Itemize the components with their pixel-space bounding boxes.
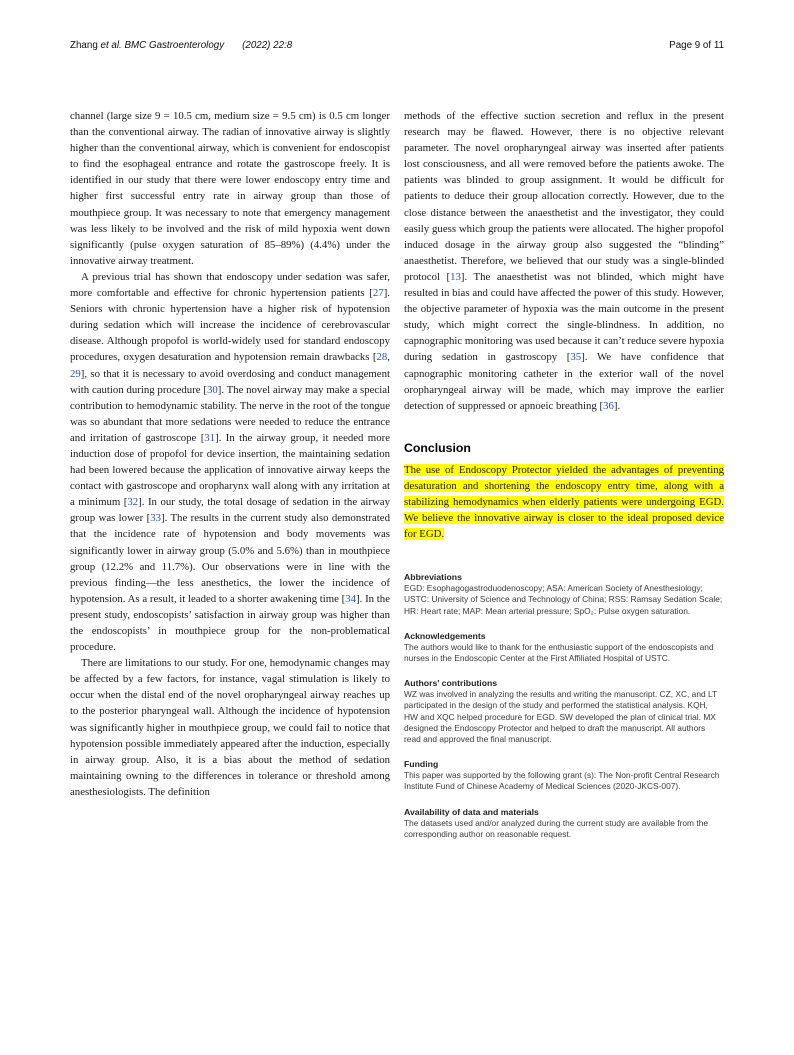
text-segment: ]. In the present study, endoscopists’ satisfaction in airway group was higher than the endoscopists’ in mouthpiece group for the non-problematical procedure.: [70, 592, 390, 654]
section-abbreviations: [404, 572, 724, 617]
section-text: WZ was involved in analyzing the results and writing the manuscript. CZ, XC, and LT participated in the design of the study and performed the statistical analysis. KQH, HW and XQC helped procedure for EGD. SW developed the plan of clinical trial. MX designed the Endoscopy Protector and helped to draft the manuscript. All authors read and approved the final manuscript.: [404, 689, 717, 745]
section-acknowledgements: [404, 631, 724, 664]
paragraph: [404, 108, 724, 414]
running-head-issue: (2022) 22:8: [242, 40, 293, 51]
citation-ref[interactable]: 28: [376, 351, 388, 364]
paragraph: [70, 269, 390, 655]
page-header: [70, 40, 724, 51]
citation-ref[interactable]: 13: [450, 270, 461, 283]
text-segment: methods of the effective suction secretion and reflux in the present research may be flawed. However, there is no objective relevant parameter. The novel oropharyngeal airway was inserted after patients lost consciousness, and all were removed before the patients awoke. The patients was blinded to group assignment. It would be difficult for patients to deduce their group allocation correctly. However, due to the close distance between the anaesthetist and the investigator, they could easily guess which group the patients were allocated. The higher propofol induced dosage in the airway group also suggested the “blinding” anaesthetist. Therefore, we believed that our study was a single-blinded protocol [: [404, 110, 724, 283]
citation-ref[interactable]: 34: [345, 592, 357, 605]
text-segment: ]. The novel airway may make a special contribution to hemodynamic stability. The nerve in the root of the tongue was so abundant that more sedations were needed to reduce the entrance and irritation of gastroscope [: [70, 383, 390, 444]
section-heading: Acknowledgements: [404, 630, 486, 641]
text-segment: ]. The anaesthetist was not blinded, which might have resulted in bias and could have affected the power of this study. However, the objective parameter of hypoxia was the main outcome in the present study, which might correct the single-blindness. In addition, no capnographic monitoring was used because it can’t reduce severe hypoxia during sedation in gastroscopy [: [404, 270, 724, 364]
left-column: [70, 108, 390, 840]
text-segment: A previous trial has shown that endoscopy under sedation was safer, more comfortable and effective for chronic hypertension patients [: [70, 270, 390, 300]
text-segment: ,: [387, 351, 390, 364]
text-segment: ]. The results in the current study also demonstrated that the incidence rate of hypotension and body movements was significantly lower in airway group (5.0% and 5.6%) than in mouthpiece group (12.2% and 11.7%). Our observations were in line with the previous finding—the less anesthetics, the lower the incidence of hypotension. As a result, it leaded to a shorter awakening time [: [70, 512, 390, 605]
text-segment: ], so that it is necessary to avoid overdosing and conduct management with caution during procedure [: [70, 367, 390, 396]
citation-ref[interactable]: 27: [372, 287, 384, 300]
article-body: [70, 108, 724, 840]
section-heading: Abbreviations: [404, 572, 462, 583]
running-head-journal: et al. BMC Gastroenterology: [100, 40, 225, 51]
section-funding: [404, 759, 724, 792]
page-number: Page 9 of 11: [669, 40, 724, 51]
text-segment: ].: [613, 399, 621, 412]
text-segment: The use of Endoscopy Protector yielded the advantages of preventing desaturation and shortening the endoscopy entry time, along with a stabilizing hemodynamics when elderly patients were undergoing EGD. We believe the innovative airway is closer to the ideal proposed device for EGD.: [404, 463, 724, 541]
text-segment: ]. Seniors with chronic hypertension have a higher risk of hypotension during sedation which will increase the incidence of cerebrovascular disease. Although propofol is world-widely used for standard endoscopy procedures, oxygen desaturation and hypotension remain drawbacks [: [70, 287, 390, 364]
citation-ref[interactable]: 29: [70, 367, 81, 380]
running-head-authors: Zhang: [70, 40, 101, 51]
text-segment: ]. In our study, the total dosage of sedation in the airway group was lower [: [70, 496, 390, 525]
section-text: The authors would like to thank for the enthusiastic support of the endoscopists and nurses in the Endoscopic Center at the First Affiliated Hospital of USTC.: [404, 641, 714, 664]
section-heading: Availability of data and materials: [404, 806, 539, 817]
citation-ref[interactable]: 31: [204, 431, 216, 444]
section-heading: Authors’ contributions: [404, 678, 498, 689]
text-segment: ]. We have confidence that capnographic monitoring catheter in the exterior wall of the novel oropharyngeal airway will be made, which may improve the earlier detection of suppressed or apnoeic breathing [: [404, 351, 724, 412]
text-segment: There are limitations to our study. For one, hemodynamic changes may be affected by a few factors, for instance, vagal stimulation is likely to occur when the distal end of the novel oropharyngeal airway reaches up to the posterior pharyngeal wall. Although the incidence of hypotension was significantly higher in mouthpiece group, we could fail to notice that hypotension possible immediately appeared after the induction, especially in airway group. Also, it is a bias about the method of sedation maintaining owning to the differences in tolerance or threshold among anesthesiologists. The definition: [70, 657, 390, 798]
running-head: [70, 40, 292, 51]
citation-ref[interactable]: 32: [127, 496, 139, 509]
section-heading: Funding: [404, 759, 439, 770]
right-column: [404, 108, 724, 840]
text-segment: channel (large size 9 = 10.5 cm, medium size = 9.5 cm) is 0.5 cm longer than the conventional airway. The radian of innovative airway is slightly higher than the conventional airway, which is convenient for endoscopist to find the esophageal entrance and rotate the gastroscope freely. It is identified in our study that there were lower endoscopy entry time and higher first successful entry rate in airway group than those of mouthpiece group. It was necessary to note that emergency management was less likely to be involved and the risk of mild hypoxia went down significantly (pulse oxygen saturation of 85–89%) (4.4%) under the innovative airway treatment.: [70, 110, 390, 267]
conclusion-heading: Conclusion: [404, 440, 471, 455]
section-availability-of-data: [404, 807, 724, 840]
citation-ref[interactable]: 36: [603, 399, 614, 412]
paragraph: [70, 108, 390, 269]
paragraph: [70, 655, 390, 800]
citation-ref[interactable]: 35: [570, 351, 582, 364]
text-segment: ]. In the airway group, it needed more induction dose of propofol for device insertion, the maintaining sedation had been lowered because the application of innovative airway keeps the contact with gastroscope and oropharynx wall along with any irritation at a minimum [: [70, 431, 390, 509]
citation-ref[interactable]: 33: [150, 512, 162, 525]
section-authors-contributions: [404, 678, 724, 745]
section-text: This paper was supported by the following grant (s): The Non-profit Central Research Institute Fund of Chinese Academy of Medical Sciences (2020-JKCS-007).: [404, 770, 720, 792]
section-text: EGD: Esophagogastroduodenoscopy; ASA: American Society of Anesthesiology; USTC: University of Science and Technology of China; RSS: Ramsay Sedation Scale; HR: Heart rate; MAP: Mean arterial pressure; SpO₂: Pulse oxygen saturation.: [404, 583, 723, 616]
conclusion-paragraph: [404, 462, 724, 542]
citation-ref[interactable]: 30: [206, 383, 218, 396]
section-text: The datasets used and/or analyzed during the current study are available from the corresponding author on reasonable request.: [404, 817, 709, 839]
